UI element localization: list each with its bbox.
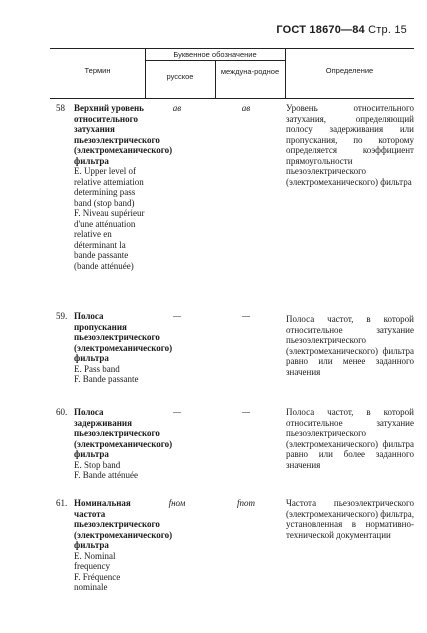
table-header <box>50 48 414 99</box>
page-header <box>276 24 407 36</box>
term-number: 60. <box>56 407 68 417</box>
term-cell <box>74 311 173 385</box>
term-name: Полоса задерживания пьезоэлектрического (электромеханического) фильтра <box>74 407 173 459</box>
definition: Частота пьезоэлектрического (электромеханического) фильтра, установленная в нормативно-технической документации <box>286 498 414 540</box>
term-cell <box>74 407 173 481</box>
symbol-ru: aв <box>172 103 182 113</box>
term-french: F. Fréquence nominale <box>74 571 121 592</box>
term-number: 59. <box>56 311 68 321</box>
term-name: Верхний уровень относительного затухания пьезоэлектрического (электромеханического) фильтра <box>74 103 173 166</box>
term-french: F. Bande atténuée <box>74 470 139 480</box>
symbol-ru: fном <box>168 498 186 508</box>
symbol-ru: — <box>172 311 181 321</box>
col-intl-header: междуна-родное <box>220 67 280 76</box>
term-cell <box>74 498 173 593</box>
term-english: E. Nominal frequency <box>74 550 116 571</box>
symbol-intl: fnom <box>237 498 255 508</box>
term-number: 61. <box>56 498 68 508</box>
col-def-header: Определение <box>325 66 374 75</box>
definition: Уровень относительного затухания, определяющий полосу задерживания или пропускания, по которому определяется коэффициент прямоугольности пьезоэлектрического (электромеханического) фильтра <box>286 103 414 187</box>
page-number: Стр. 15 <box>368 24 407 36</box>
definition: Полоса частот, в которой относительное затухание пьезоэлектрического (электромеханического) фильтра равно или более заданного значения <box>286 407 414 470</box>
term-name: Номинальная частота пьезоэлектрического (электромеханического) фильтра <box>74 498 173 550</box>
col-term-header: Термин <box>84 66 111 75</box>
gost-number: ГОСТ 18670—84 <box>276 24 365 36</box>
symbol-intl: aв <box>241 103 251 113</box>
definition: Полоса частот, в которой относительное затухание пьезоэлектрического (электромеханического) фильтра равно или менее заданного значения <box>286 314 414 377</box>
symbol-ru: — <box>172 407 181 417</box>
term-english: E. Stop band <box>74 459 121 470</box>
symbol-intl: — <box>241 407 250 417</box>
term-number: 58 <box>56 103 65 113</box>
term-english: E. Pass band <box>74 363 120 374</box>
col-ru-header: русское <box>166 72 194 81</box>
term-english: E. Upper level of relative attemiation determining pass band (stop band) <box>74 166 144 208</box>
col-symbol-header: Буквенное обозначение <box>173 50 257 59</box>
term-french: F. Bande passante <box>74 374 139 384</box>
term-cell <box>74 103 173 271</box>
term-french: F. Niveau supérieur d'une atténuation relative en déterminant la bande passante (bande atténuée) <box>74 208 145 271</box>
term-name: Полоса пропускания пьезоэлектрического (электромеханического) фильтра <box>74 311 173 363</box>
symbol-intl: — <box>241 311 250 321</box>
